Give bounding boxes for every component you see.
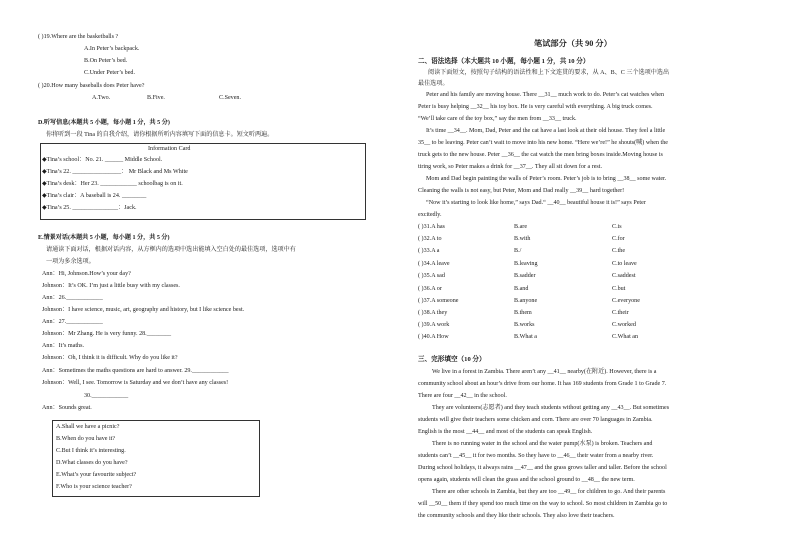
choice-39-b: B.works [514, 322, 535, 328]
passage-line: tiring work, so Peter makes a drink for __37__. They all sit down for a rest. [418, 164, 603, 170]
passage-line: “Now it’s starting to look like home,” says Dad.“ __40__ beautiful house it is!” says Peter [426, 200, 646, 206]
choice-37-a: ( )37.A someone [418, 298, 459, 304]
choice-37-c: C.everyone [612, 298, 640, 304]
choice-40-c: C.What an [612, 334, 639, 340]
q20-option-b: B.Five. [147, 95, 165, 101]
passage-line: Mom and Dad begin painting the walls of Peter’s room. Peter’s job is to bring __38__ some water. [426, 176, 667, 182]
choice-38-a: ( )38.A they [418, 310, 448, 316]
section-e-instruction-1: 请通读下面对话，根据对话内容，从方框内的选项中选出能填入空白处的最佳选项，选项中有 [46, 247, 296, 253]
choice-34-a: ( )34.A leave [418, 261, 450, 267]
passage-line: Peter is busy helping __32__ his toy box. He is very careful with everything. A big truck comes. [418, 104, 653, 110]
section-d-heading: D.听写信息(本题共 5 小题，每小题 1 分，共 5 分) [38, 120, 170, 126]
card-line-25: ◆Tina’s 25. _______________：Jack. [42, 205, 137, 211]
section-d-instruction: 你将听到一段 Tina 的自我介绍，请你根据所听内容填写下面的信息卡。短文听两遍。 [46, 132, 274, 138]
section-e-instruction-2: 一项为多余选项。 [46, 259, 95, 265]
dialogue-line: Ann：27.____________ [42, 319, 103, 325]
dialogue-line: 30.____________ [84, 393, 129, 399]
choice-31-a: ( )31.A has [418, 224, 445, 230]
cloze-line: will __50__ them if they spend too much time on the way to school. So most children in Zambia go to [418, 501, 668, 507]
cloze-line: There are other schools in Zambia, but they are too __49__ for children to go. And their parents [432, 489, 666, 495]
grammar-instruction-2: 最佳选项。 [418, 81, 449, 87]
dialogue-line: Johnson：Well, I see. Tomorrow is Saturday and we don’t have any classes! [42, 380, 229, 386]
cloze-line: They are volunteers(志愿者) and they teach students without getting any __43__. But sometimes [432, 405, 670, 411]
dialogue-line: Johnson：It’s OK. I’m just a little busy with my classes. [42, 283, 180, 289]
dialogue-line: Ann：26.____________ [42, 295, 103, 301]
choice-39-a: ( )39.A work [418, 322, 450, 328]
q19-option-b: B.On Peter’s bed. [84, 58, 128, 64]
grammar-instruction-1: 阅读下面短文，按照句子结构的语法性和上下文连贯的要求，从 A、B、C 三个选项中选出 [428, 70, 670, 76]
option-b: B.When do you have it? [56, 436, 116, 442]
cloze-line: During school holidays, it always rains __47__ and the grass grows taller and taller. Before the school [418, 465, 667, 471]
cloze-line: There are four __42__ in the school. [418, 393, 507, 399]
cloze-line: the community schools and they like their schools. They also love their teachers. [418, 513, 615, 519]
card-line-23: ◆Tina’s desk：Her 23. ____________ schoolbag is on it. [42, 181, 183, 187]
q20-option-a: A.Two. [92, 95, 111, 101]
passage-line: It’s time __34__. Mom, Dad, Peter and the cat have a last look at their old house. They feel a little [426, 128, 666, 134]
choice-33-c: C.the [612, 248, 626, 254]
choice-38-b: B.them [514, 310, 532, 316]
choice-31-c: C.is [612, 224, 622, 230]
option-a: A.Shall we have a picnic? [56, 424, 120, 430]
card-line-21: ◆Tina’s school：No. 21. ______ Middle School. [42, 157, 163, 163]
passage-line: excitedly. [418, 212, 442, 218]
option-c: C.But I think it’s interesting. [56, 448, 126, 454]
dialogue-line: Johnson：Oh, I think it is difficult. Why do you like it? [42, 355, 178, 361]
cloze-line: We live in a forest in Zambia. There aren’t any __41__ nearby(在附近). However, there is a [432, 369, 657, 375]
choice-37-b: B.anyone [514, 298, 538, 304]
choice-32-a: ( )32.A to [418, 236, 442, 242]
dialogue-line: Ann：Sometimes the maths questions are hard to answer. 29.____________ [42, 368, 229, 374]
q20-option-c: C.Seven. [219, 95, 242, 101]
cloze-line: students can’t __45__ it for two months. So they have to __46__ their water from a nearby river. [418, 453, 654, 459]
choice-36-b: B.and [514, 286, 529, 292]
choice-40-b: B.What a [514, 334, 538, 340]
dialogue-line: Ann：Hi, Johnson.How’s your day? [42, 271, 131, 277]
choice-32-c: C.for [612, 236, 625, 242]
choice-33-a: ( )33.A a [418, 248, 440, 254]
choice-31-b: B.are [514, 224, 528, 230]
grammar-heading: 二、语法选择（本大题共 10 小题，每小题 1 分，共 10 分） [418, 58, 590, 65]
passage-line: Cleaning the walls is not easy, but Peter, Mom and Dad really __39__ hard together! [418, 188, 625, 194]
choice-34-b: B.leaving [514, 261, 538, 267]
choice-36-c: C.but [612, 286, 626, 292]
card-title: Information Card [148, 146, 191, 152]
q19-option-c: C.Under Peter’s bed. [84, 70, 135, 76]
q19-option-a: A.In Peter’s backpack. [84, 46, 140, 52]
card-line-24: ◆Tina’s clair：A baseball is 24. ________ [42, 193, 147, 199]
passage-line: “We’ll take care of the toy box,” say the men from __33__ truck. [418, 116, 577, 122]
dialogue-line: Johnson：Mr Zhang. He is very funny. 28.________ [42, 331, 172, 337]
cloze-heading: 三、完形填空（10 分） [418, 356, 486, 363]
choice-32-b: B.with [514, 236, 531, 242]
choice-38-c: C.their [612, 310, 629, 316]
passage-line: truck gets to the new house. Peter __36__ the cat watch the men bring boxes inside.Moving house is [418, 152, 663, 158]
card-line-22: ◆Tina’s 22. ________________： Mr Black and Ms White [42, 169, 188, 175]
dialogue-line: Ann：It’s maths. [42, 343, 84, 349]
cloze-line: English is the most __44__ and most of the students can speak English. [418, 429, 593, 435]
dialogue-line: Ann：Sounds great. [42, 405, 92, 411]
passage-line: 35__ to be leaving. Peter can’t wait to move into his new home. “Here we’re!” he shouts(喊) when the [418, 140, 668, 146]
cloze-line: students will give their teachers some chicken and corn. There are over 70 languages in Zambia. [418, 417, 653, 423]
choice-36-a: ( )36.A or [418, 286, 442, 292]
choice-35-b: B.sadder [514, 273, 536, 279]
choice-35-a: ( )35.A sad [418, 273, 445, 279]
question-20: ( )20.How many baseballs does Peter have? [38, 83, 145, 89]
choice-40-a: ( )40.A How [418, 334, 449, 340]
question-19: ( )19.Where are the basketballs ? [38, 34, 119, 40]
choice-33-b: B./ [514, 248, 522, 254]
cloze-line: There is no running water in the school and the water pump(水泵) is broken. Teachers and [432, 441, 653, 447]
cloze-line: opens again, students will clean the grass and the school ground to __48__ the new term. [418, 477, 635, 483]
option-f: F.Who is your science teacher? [56, 484, 132, 490]
choice-35-c: C.saddest [612, 273, 636, 279]
choice-34-c: C.to leave [612, 261, 637, 267]
cloze-line: community school about an hour’s drive from our home. It has 169 students from Grade 1 to Grade 7. [418, 381, 667, 387]
option-d: D.What classes do you have? [56, 460, 128, 466]
section-e-heading: E.情景对话(本题共 5 小题，每小题 1 分，共 5 分) [38, 235, 170, 241]
choice-39-c: C.worked [612, 322, 636, 328]
dialogue-line: Johnson：I have science, music, art, geography and history, but I like science best. [42, 307, 245, 313]
option-e: E.What’s your favourite subject? [56, 472, 137, 478]
page-title: 笔试部分（共 90 分） [534, 39, 612, 48]
passage-line: Peter and his family are moving house. There __31__ much work to do. Peter’s cat watches when [426, 92, 665, 98]
